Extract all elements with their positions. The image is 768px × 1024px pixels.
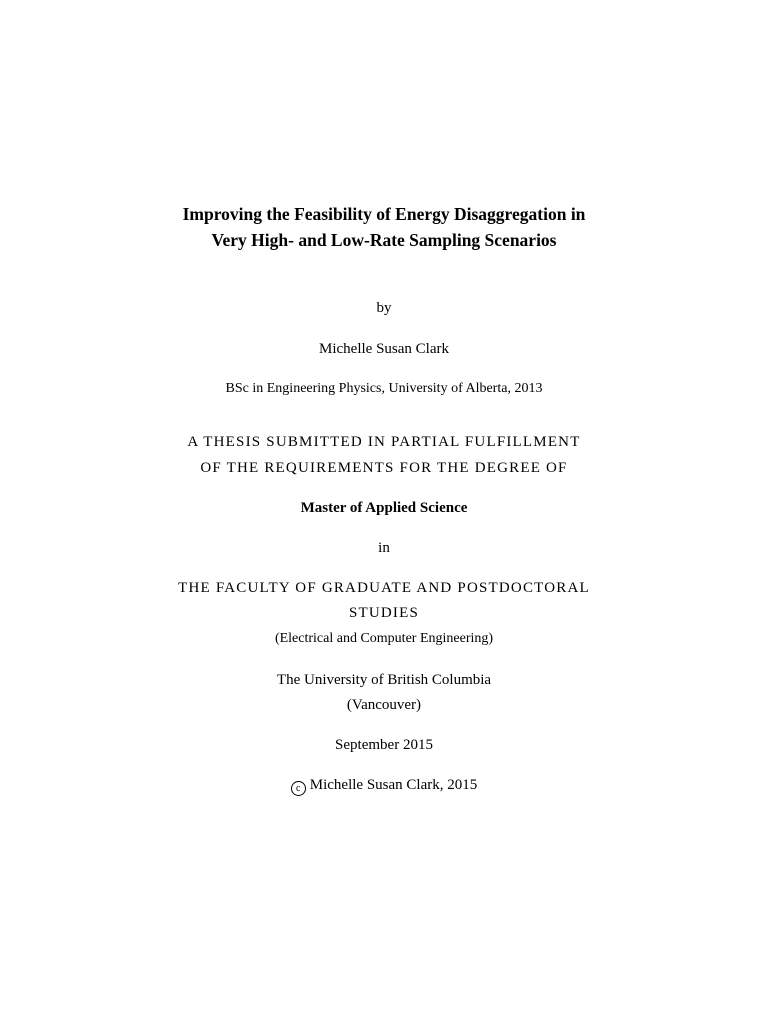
previous-degree: BSc in Engineering Physics, University of Alberta, 2013 bbox=[225, 381, 543, 396]
faculty-line-1: THE FACULTY OF GRADUATE AND POSTDOCTORAL bbox=[178, 580, 590, 596]
faculty-line-2: STUDIES bbox=[348, 605, 420, 621]
by-label: by bbox=[376, 300, 392, 316]
submission-statement-line-1: A THESIS SUBMITTED IN PARTIAL FULFILLMENT bbox=[187, 434, 581, 450]
department: (Electrical and Computer Engineering) bbox=[274, 631, 494, 646]
in-label: in bbox=[378, 540, 390, 556]
submission-date: September 2015 bbox=[335, 737, 433, 753]
copyright-icon: c bbox=[291, 781, 306, 796]
campus: (Vancouver) bbox=[346, 697, 422, 713]
copyright-text: Michelle Susan Clark, 2015 bbox=[309, 777, 478, 793]
university-name: The University of British Columbia bbox=[276, 672, 492, 688]
degree-name: Master of Applied Science bbox=[300, 500, 468, 516]
thesis-title-line-2: Very High- and Low-Rate Sampling Scenarios bbox=[211, 230, 557, 250]
author-name: Michelle Susan Clark bbox=[319, 341, 449, 357]
copyright-notice bbox=[0, 778, 768, 796]
submission-statement-line-2: OF THE REQUIREMENTS FOR THE DEGREE OF bbox=[200, 460, 568, 476]
thesis-title-line-1: Improving the Feasibility of Energy Disaggregation in bbox=[182, 204, 586, 224]
